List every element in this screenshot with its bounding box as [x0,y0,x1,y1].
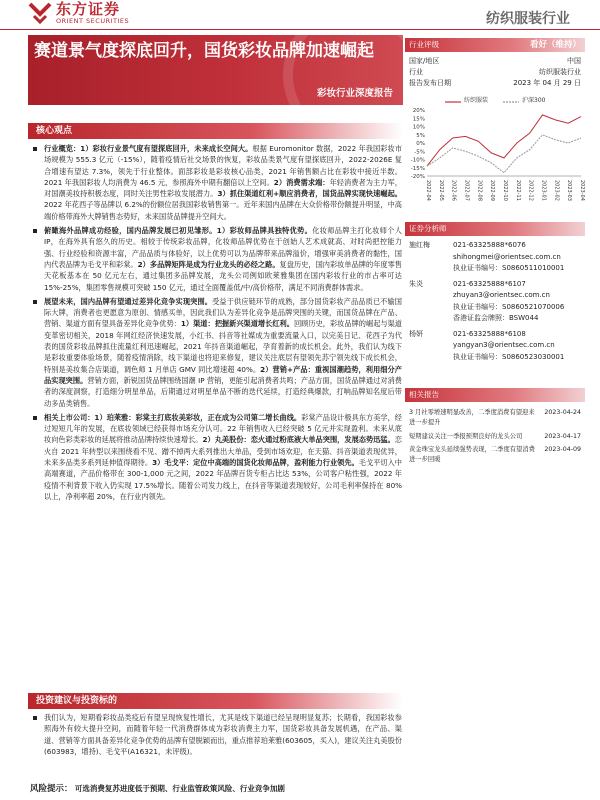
report-date: 2023-04-17 [544,432,581,440]
core-point [30,143,402,222]
risk-label: 风险提示： [30,784,73,794]
point-text: 恋火自 2021 年转型以来围绕看不见、蹭不掉两大系列推出大单品，受到市场欢迎，在天猫、抖音渠道表现优异，未来多品类多系列延伸值得期待。 [44,435,402,468]
report-title-link[interactable]: 黄金珠宝龙头延续强势表现，二季度有望消费进一步回暖 [409,446,535,464]
x-tick-label: 2022-05 [437,180,444,201]
point-lead: 行业概览：1）彩妆行业景气度有望探底回升，未来成长空间大。 [44,144,253,153]
core-point [30,412,402,502]
point-lead: 2）多品牌矩阵是成为行业龙头的必经之路。 [137,259,280,269]
point-lead: 3）抓住渠道红利+顺应消费者，国货品牌实现快速崛起。 [217,189,402,199]
analyst-detail: 021-63325888*6107 [453,279,526,288]
info-row [405,78,585,89]
related-header: 相关报告 [405,388,585,402]
y-tick-label: -5% [414,149,425,156]
invest-text: 我们认为，短期看彩妆品类疫后有望呈现恢复性增长，尤其是线下渠道已经呈现明显复苏；长期看，我国彩妆参照海外有较大提升空间，而随着年轻一代消费群体成为彩妆消费主力军，国货彩妆具备发展机遇，在产品、渠道、营销等方面具备差异化竞争优势的品牌有望脱颖而出，重点推荐珀莱雅(603605，买入)，建议关注丸美股份(603983，增持)、毛戈平(A16321，未评级)。 [30,712,402,757]
report-title-link[interactable]: 3 月社零增速明显改善，二季度消费有望迎来进一步提升 [409,409,535,426]
chart-legend [405,93,585,105]
logo-en: ORIENT SECURITIES [56,17,130,25]
analyst-detail: yangyan3@orientsec.com.cn [453,341,555,349]
y-tick-label: -20% [410,174,425,180]
analyst-detail: zhuyan3@orientsec.com.cn [453,291,550,299]
y-tick-label: 5% [416,132,425,139]
analyst-detail: 021-63325888*6076 [453,241,526,249]
report-date: 2023-04-24 [544,409,581,416]
analyst-detail: shihongmei@orientsec.com.cn [453,252,561,261]
y-tick-label: 0% [416,141,425,147]
x-tick-label: 2023-03 [566,180,573,201]
analysts-box [405,222,585,367]
analyst-detail: 执业证书编号：S0860511010001 [453,264,565,272]
point-lead: 3）毛戈平：定位中高端的国货化妆师品牌，盈利能力行业领先。 [152,458,359,468]
point-text: 彩棠产品设计极具东方美学，经过短短几年的发展，在底妆领域已经获得市场充分认可。22 年销售收入已经突破 5 亿元并实现盈利。未来从底妆向色彩类彩妆的延展将推动品牌持续快速增长。 [44,412,402,445]
core-point [30,225,402,293]
report-title-link[interactable]: 短期建议关注一季报预期良好的龙头公司 [409,432,523,440]
point-lead: 俯瞰海外品牌成功经验，国内品牌发展已初见雏形。1）彩妆师品牌具独特优势。 [44,226,313,236]
rating-value: 看好（维持） [529,40,581,50]
x-tick-label: 2023-04 [579,180,585,201]
y-tick-label: 15% [412,116,425,123]
related-report[interactable] [405,445,585,469]
report-date: 2023-04-09 [544,446,581,454]
logo-cn: 东方证券 [56,0,121,18]
point-lead: 展望未来，国内品牌有望通过差异化竞争实现突围。 [44,296,213,306]
point-text: 受益于供应链环节的成熟，部分国货彩妆产品品质已不输国际大牌，消费者也更愿意为原创、情感买单，因此我们认为差异化竞争是品牌突围的关键，而国货品牌在产品、营销、渠道方面有望具备差异化竞争优势： [44,296,402,329]
analyst-detail: 香港证监会牌照：BSW044 [453,314,539,322]
x-tick-label: 2022-06 [450,180,457,201]
x-tick-label: 2022-04 [425,180,431,201]
logo-mark-icon [28,2,52,24]
analyst-entry [405,279,585,325]
info-row [405,67,585,78]
info-list [405,56,585,89]
risk-note [30,782,285,794]
core-point [30,296,402,409]
related-report[interactable] [405,408,585,432]
x-tick-label: 2022-09 [489,180,496,201]
legend-textile: 纺织服装 [464,97,489,104]
info-row [405,56,585,67]
rating-box [405,38,585,89]
analyst-name: 杨妍 [409,329,423,338]
info-key: 报告发布日期 [409,79,451,87]
point-text: 毛戈平切入中高端赛道，产品价格带在 300-1,000 元之间，2022 年品牌百货专柜占比达 53%，公司客户粘性强，2022 年疫情不利背景下收入仍实现 17.5%增长。随着公司发力线上，在抖音等渠道表现较好，公司毛利率保持在 80%以上，净利率超 20%，在行业内领先。 [44,458,402,501]
analysts-header: 证券分析师 [405,222,585,236]
analyst-detail: 021-63325888*6108 [453,329,526,338]
point-text: 营销方面，新锐国货品牌围绕国潮 IP 营销，更能引起消费者共鸣；产品方面，国货品牌通过对消费者的深度洞察，打造细分明星单品，后期通过对明星单品不断的迭代延续，打造经典爆款，打响品牌知名度后带动多品类销售。 [44,375,402,408]
report-subtitle: 彩妆行业深度报告 [316,88,393,99]
invest-section [30,712,402,760]
title-banner [28,35,403,105]
y-tick-label: -15% [410,165,425,172]
x-tick-label: 2022-10 [502,180,508,201]
report-title: 赛道景气度探底回升，国货彩妆品牌加速崛起 [34,41,374,61]
info-value: 中国 [567,57,581,65]
point-lead: 2）丸美股份：恋火通过粉底液大单品突围，发展态势迅猛。 [202,435,395,445]
info-value: 2023 年 04 月 29 日 [513,79,581,87]
analyst-detail: 执业证书编号：S0860521070006 [453,302,565,311]
info-key: 行业 [409,68,423,76]
relative-performance-chart [405,106,585,218]
info-value: 纺织服装行业 [539,68,581,76]
x-tick-label: 2022-07 [463,180,470,201]
y-tick-label: -10% [410,157,425,164]
rating-header [405,38,585,52]
point-text: 2022 年花西子等品牌以 6.2%的份额位居我国彩妆销售第一。近年来国内品牌在大众价格带份额提升明显，中高端价格带海外大牌销售态势好，未来国货品牌提升空间大。 [44,200,402,221]
point-lead: 2）营销+产品：重视国潮趋势，利用细分产品实现突围。 [44,364,402,385]
core-heading: 核心观点 [28,123,403,139]
point-lead: 相关上市公司：1）珀莱雅：彩棠主打底妆美彩妆，正在成为公司第二增长曲线。 [44,412,302,422]
point-text: 化妆师品牌主打化妆师个人 IP，在海外具有悠久的历史。相较于传统彩妆品牌，化妆师品牌优势在于创始人艺术成就高、对时尚把控能力强、行业经验和资源丰富，产品品质与体验好，以上优势可以为品牌带来品牌溢价，增强审美消费者的黏性，国内代表品牌为毛戈平和彩棠。 [44,226,402,269]
info-key: 国家/地区 [409,57,440,65]
risk-text: 可选消费复苏进度低于预期、行业监管政策风险、行业竞争加剧 [74,784,285,793]
x-tick-label: 2023-02 [553,180,560,201]
invest-heading: 投资建议与投资标的 [28,693,403,709]
point-text: 根据 Euromonitor 数据，2022 年我国彩妆市场规模为 555.3 亿元（-15%），随着疫情后社交场景的恢复，彩妆品类景气度有望探底回升，2022-2026E 复合增速有望达 7.3%，领先于行业整体。面部彩妆是彩妆核心品类，2021 年销售额占比在彩妆中接近半数。2021 年我国彩妆人均消费为 46.5 元，参照海外中期有翻倍以上空间。 [44,144,402,187]
legend-hs300: 沪深300 [522,97,546,104]
company-logo [28,2,129,25]
analyst-entry [405,240,585,275]
point-text: 回顾历史，彩妆品牌的崛起与渠道变革密切相关，2018 年网红经济快速发展，小红书、抖音等社媒成为重要流量入口，以完美日记、花西子为代表的国货彩妆品牌抓住流量红利迅速崛起，2021 年抖音渠道崛起，孕育着新的成长机会。此外，我们认为线下是彩妆重要体验场景，随着疫情消除，线下渠道也将迎来修复，建议关注底层有望领先苏宁领先线下成长机会，特别是美妆集合店渠道，调色师 1 月单店 GMV 同比增速超 40%。 [44,319,402,374]
analyst-detail: 执业证书编号：S0860523030001 [453,352,565,361]
y-tick-label: 20% [412,108,425,114]
analyst-entry [405,329,585,364]
related-report[interactable] [405,432,585,446]
core-points [30,143,402,505]
x-tick-label: 2023-01 [540,180,547,201]
related-box [405,388,585,469]
analyst-name: 朱炎 [409,279,423,288]
x-tick-label: 2022-08 [476,180,483,201]
point-text: 年轻消费者为主力军，对国潮美妆持积极态度，同时关注男性彩妆发展潜力。 [44,177,402,199]
y-tick-label: 10% [412,124,425,131]
x-tick-label: 2022-12 [527,180,534,201]
point-lead: 2）消费需求端： [273,177,330,187]
point-lead: 1）渠道：把握新兴渠道增长红利。 [180,319,294,329]
rating-label: 行业评级 [409,40,439,49]
x-tick-label: 2022-11 [514,180,521,201]
analyst-name: 施红梅 [409,241,430,249]
page-header [0,0,600,30]
point-text: 复盘历史，国内彩妆单品牌的年度零售天花板基本在 50 亿元左右，通过集团多品牌发展，龙头公司例如欧莱雅集团在国内彩妆行业的市占率可达 15%-25%，集团零售规模可突破 150 亿元，通过全面覆盖低/中/高价格带，满足不同消费群体需求。 [44,259,402,292]
industry-label: 纺织服装行业 [486,11,570,27]
